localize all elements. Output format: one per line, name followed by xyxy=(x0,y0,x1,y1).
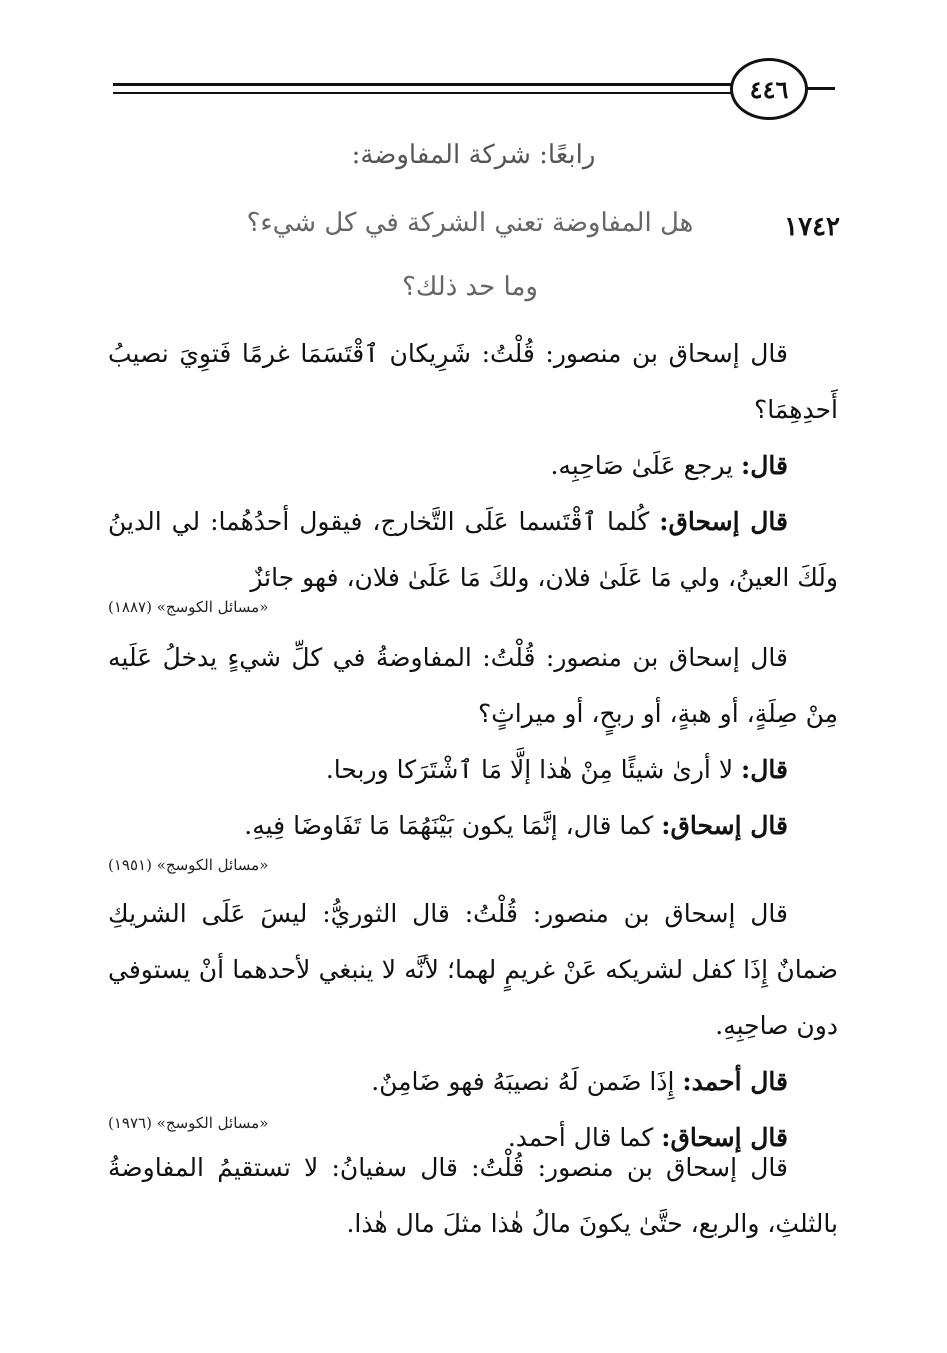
section-title: رابعًا: شركة المفاوضة: xyxy=(351,140,596,170)
source-citation: «مسائل الكوسج» (١٨٨٧) xyxy=(108,598,269,616)
speaker-label: قال إسحاق: xyxy=(661,811,788,840)
text-block-4 xyxy=(108,1140,838,1252)
speaker-label: قال أحمد: xyxy=(682,1067,788,1096)
answer-text: كما قال، إنَّمَا يكون بَيْنَهُمَا مَا تَفَاوضَا فِيهِ. xyxy=(244,811,662,840)
question-number: ١٧٤٢ xyxy=(784,212,840,242)
answer-text: كُلما ٱقْتَسما عَلَى التَّخارج، فيقول أحدُهُما: لي الدينُ ولَكَ العينُ، ولي مَا عَلَىٰ فلان، ولكَ مَا عَلَىٰ فلان، فهو جائزٌ xyxy=(108,507,838,592)
question-paragraph: قال إسحاق بن منصور: قُلْتُ: المفاوضةُ في كلِّ شيءٍ يدخلُ عَلَيه مِنْ صِلَةٍ، أو هبةٍ، أو ربحٍ، أو ميراثٍ؟ xyxy=(108,643,838,728)
speaker-label: قال: xyxy=(741,755,788,784)
speaker-label: قال إسحاق: xyxy=(659,507,788,536)
text-block-2 xyxy=(108,630,838,854)
page-number-badge xyxy=(730,58,808,120)
speaker-label: قال إسحاق: xyxy=(661,1123,788,1152)
question-paragraph: قال إسحاق بن منصور: قُلْتُ: شَرِيكان ٱقْتَسَمَا غرمًا فَتوِيَ نصيبُ أَحدِهِمَا؟ xyxy=(108,339,838,424)
answer-paragraph xyxy=(108,438,838,494)
answer-text: يرجع عَلَىٰ صَاحِبِه. xyxy=(550,451,742,480)
page-number: ٤٤٦ xyxy=(749,74,789,104)
answer-paragraph xyxy=(108,1054,838,1110)
source-citation: «مسائل الكوسج» (١٩٥١) xyxy=(108,856,269,874)
answer-text: إِذَا ضَمن لَهُ نصيبَهُ فهو ضَامِنٌ. xyxy=(371,1067,683,1096)
question-paragraph: قال إسحاق بن منصور: قُلْتُ: قال الثوريُّ: ليسَ عَلَى الشريكِ ضمانٌ إِذَا كفل لشريكه عَنْ غريمٍ لهما؛ لأنَّه لا ينبغي لأحدهما أنْ يستوفي دون صاحِبِهِ. xyxy=(108,899,838,1040)
header-rule-bottom xyxy=(113,92,735,94)
answer-text: كما قال أحمد. xyxy=(507,1123,662,1152)
question-paragraph: قال إسحاق بن منصور: قُلْتُ: قال سفيانُ: لا تستقيمُ المفاوضةُ بالثلثِ، والربع، حتَّىٰ يكونَ مالُ هٰذا مثلَ مال هٰذا. xyxy=(108,1153,838,1238)
speaker-label: قال: xyxy=(741,451,788,480)
answer-paragraph xyxy=(108,742,838,798)
source-citation: «مسائل الكوسج» (١٩٧٦) xyxy=(108,1114,269,1132)
header-rule-right xyxy=(805,87,835,90)
answer-text: لا أرىٰ شيئًا مِنْ هٰذا إلَّا مَا ٱشْتَرَكا وربحا. xyxy=(325,755,742,784)
text-block-1 xyxy=(108,326,838,606)
header-rule-top xyxy=(113,83,735,86)
question-title-line1: هل المفاوضة تعني الشركة في كل شيء؟ xyxy=(246,208,694,238)
question-title-line2: وما حد ذلك؟ xyxy=(402,272,538,302)
answer-paragraph xyxy=(108,494,838,606)
answer-paragraph xyxy=(108,798,838,854)
